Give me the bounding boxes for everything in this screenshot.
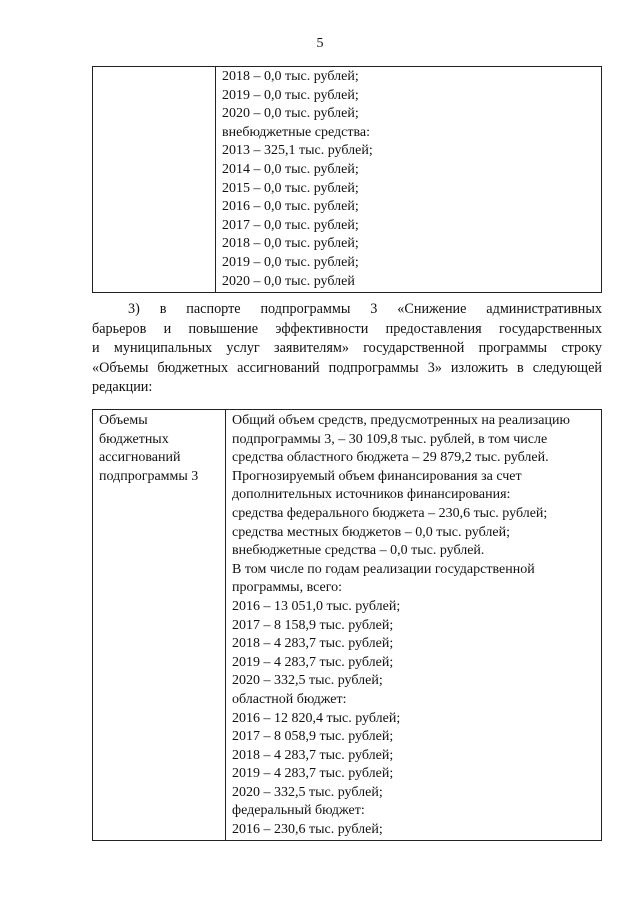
value-line: 2017 – 8 058,9 тыс. рублей;: [232, 729, 394, 745]
table-line: 2013 – 325,1 тыс. рублей;: [222, 143, 373, 159]
value-line: федеральный бюджет:: [232, 803, 365, 819]
table-line: 2018 – 0,0 тыс. рублей;: [222, 236, 359, 252]
paragraph-line: и муниципальных услуг заявителям» государственной программы строку: [92, 340, 602, 356]
table-line: 2017 – 0,0 тыс. рублей;: [222, 217, 359, 233]
page-number: 5: [316, 36, 324, 51]
table-line: внебюджетные средства:: [222, 124, 370, 140]
budget-table: [92, 409, 602, 841]
top-table-fragment: [92, 66, 602, 293]
value-line: программы, всего:: [232, 580, 342, 596]
label-line: ассигнований: [99, 450, 181, 466]
table-line: 2014 – 0,0 тыс. рублей;: [222, 161, 359, 177]
paragraph-line: редакции:: [92, 379, 153, 395]
value-line: 2016 – 230,6 тыс. рублей;: [232, 822, 383, 838]
value-line: 2020 – 332,5 тыс. рублей;: [232, 673, 383, 689]
table-line: 2020 – 0,0 тыс. рублей;: [222, 106, 359, 122]
paragraph-line: «Объемы бюджетных ассигнований подпрограммы 3» изложить в следующей: [92, 359, 602, 376]
value-line: областной бюджет:: [232, 691, 347, 707]
value-line: средства федерального бюджета – 230,6 тыс. рублей;: [232, 505, 548, 521]
label-line: Объемы: [99, 413, 148, 428]
budget-table-label-cell: [93, 410, 226, 841]
label-line: бюджетных: [99, 431, 169, 447]
value-line: средства областного бюджета – 29 879,2 тыс. рублей.: [232, 450, 549, 466]
table-line: 2019 – 0,0 тыс. рублей;: [222, 254, 359, 270]
paragraph-line: 3) в паспорте подпрограммы 3 «Снижение административных: [128, 301, 602, 317]
table-line: 2015 – 0,0 тыс. рублей;: [222, 180, 359, 196]
value-line: 2016 – 13 051,0 тыс. рублей;: [232, 598, 401, 614]
value-line: подпрограммы 3, – 30 109,8 тыс. рублей, в том числе: [232, 431, 548, 447]
label-line: подпрограммы 3: [99, 468, 199, 484]
budget-table-value-cell: [226, 410, 602, 841]
value-line: 2020 – 332,5 тыс. рублей;: [232, 784, 383, 800]
value-line: Прогнозируемый объем финансирования за счет: [232, 468, 522, 484]
value-line: 2019 – 4 283,7 тыс. рублей;: [232, 654, 394, 670]
value-line: 2018 – 4 283,7 тыс. рублей;: [232, 636, 394, 652]
value-line: средства местных бюджетов – 0,0 тыс. рублей;: [232, 524, 510, 540]
value-line: 2019 – 4 283,7 тыс. рублей;: [232, 766, 394, 782]
value-line: 2018 – 4 283,7 тыс. рублей;: [232, 747, 394, 763]
value-line: 2017 – 8 158,9 тыс. рублей;: [232, 617, 394, 633]
table-line: 2016 – 0,0 тыс. рублей;: [222, 199, 359, 215]
paragraph-line: барьеров и повышение эффективности предоставления государственных: [92, 320, 602, 337]
top-table-right-cell: [216, 67, 602, 293]
value-line: внебюджетные средства – 0,0 тыс. рублей.: [232, 543, 485, 559]
value-line: дополнительных источников финансирования:: [232, 487, 511, 503]
value-line: В том числе по годам реализации государственной: [232, 561, 535, 577]
value-line: Общий объем средств, предусмотренных на реализацию: [232, 413, 570, 428]
table-line: 2020 – 0,0 тыс. рублей: [222, 273, 355, 289]
table-line: 2019 – 0,0 тыс. рублей;: [222, 87, 359, 103]
value-line: 2016 – 12 820,4 тыс. рублей;: [232, 710, 401, 726]
amendment-paragraph: [92, 300, 602, 398]
table-line: 2018 – 0,0 тыс. рублей;: [222, 69, 359, 84]
top-table-left-cell: [93, 67, 216, 293]
